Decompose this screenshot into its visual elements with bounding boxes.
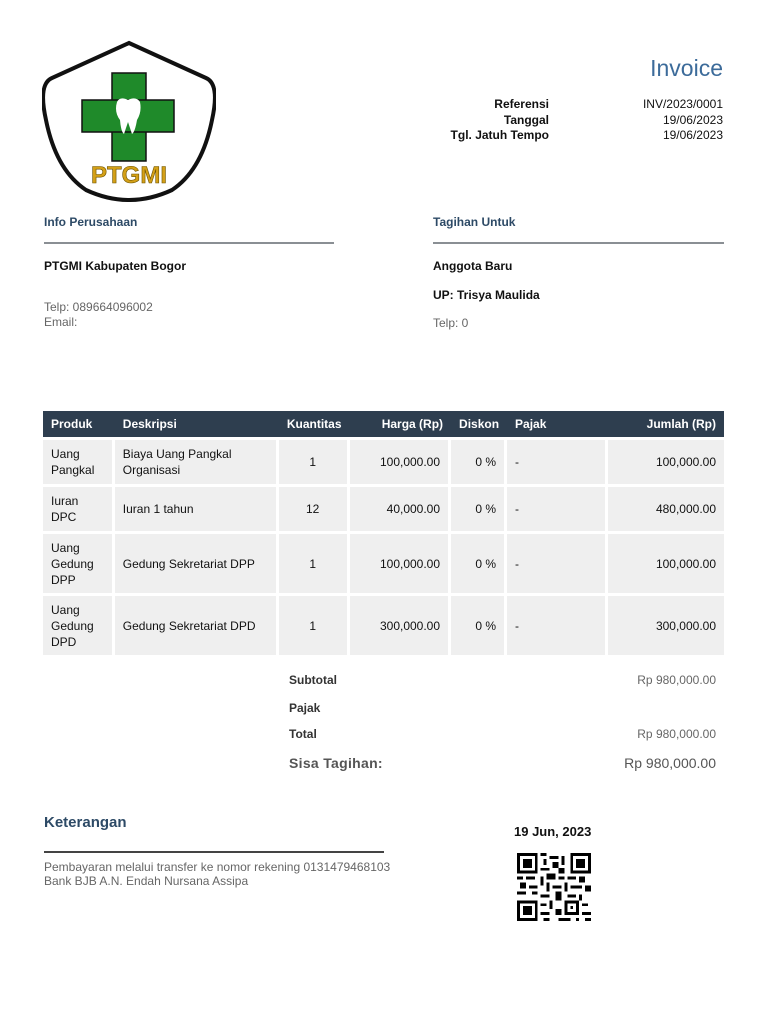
date-value: 19/06/2023: [662, 112, 723, 127]
cell-price: 100,000.00: [350, 534, 452, 593]
col-product: Produk: [43, 411, 115, 437]
cell-quantity: 1: [279, 440, 350, 484]
reference-value: INV/2023/0001: [642, 97, 723, 111]
cell-amount: 480,000.00: [608, 487, 724, 531]
cell-quantity: 12: [279, 487, 350, 531]
cell-product: Uang Gedung DPP: [43, 534, 115, 593]
cell-tax: -: [507, 534, 608, 593]
cell-product: Uang Gedung DPD: [43, 596, 115, 655]
balance-due-label: Sisa Tagihan:: [289, 755, 383, 771]
due-date-label: Tgl. Jatuh Tempo: [450, 128, 549, 142]
col-description: Deskripsi: [115, 411, 279, 437]
cell-discount: 0 %: [451, 534, 507, 593]
col-price: Harga (Rp): [350, 411, 452, 437]
tax-label: Pajak: [289, 701, 321, 715]
cell-product: Iuran DPC: [43, 487, 115, 531]
notes-divider: [44, 851, 384, 853]
signature-date: 19 Jun, 2023: [514, 824, 592, 839]
cell-description: Gedung Sekretariat DPP: [115, 534, 279, 593]
cell-description: Iuran 1 tahun: [115, 487, 279, 531]
company-info-heading: Info Perusahaan: [44, 215, 138, 229]
qr-code-icon: [517, 853, 591, 921]
cell-tax: -: [507, 487, 608, 531]
balance-due-value: Rp 980,000.00: [624, 755, 716, 771]
cell-discount: 0 %: [451, 596, 507, 655]
subtotal-label: Subtotal: [289, 673, 337, 687]
ptgmi-logo: [42, 40, 216, 202]
cell-tax: -: [507, 440, 608, 484]
cell-description: Gedung Sekretariat DPD: [115, 596, 279, 655]
company-name: PTGMI Kabupaten Bogor: [44, 259, 186, 273]
cell-discount: 0 %: [451, 440, 507, 484]
cell-price: 40,000.00: [350, 487, 452, 531]
table-row: [43, 534, 724, 593]
total-label: Total: [289, 727, 317, 741]
bill-to-name: Anggota Baru: [433, 259, 513, 273]
company-divider: [44, 242, 334, 244]
table-row: [43, 487, 724, 531]
cell-tax: -: [507, 596, 608, 655]
cell-quantity: 1: [279, 596, 350, 655]
company-phone: Telp: 089664096002: [44, 300, 153, 314]
cell-product: Uang Pangkal: [43, 440, 115, 484]
subtotal-value: Rp 980,000.00: [637, 673, 716, 687]
col-tax: Pajak: [507, 411, 608, 437]
cell-discount: 0 %: [451, 487, 507, 531]
table-header-row: [43, 411, 724, 437]
table-row: [43, 440, 724, 484]
due-date-value: 19/06/2023: [662, 128, 723, 142]
logo-text: PTGMI: [91, 162, 167, 189]
notes-line: Pembayaran melalui transfer ke nomor rekening 0131479468103: [44, 860, 391, 874]
col-discount: Diskon: [451, 411, 507, 437]
bill-to-divider: [433, 242, 724, 244]
bill-to-attention: UP: Trisya Maulida: [433, 288, 540, 302]
notes-line: Bank BJB A.N. Endah Nursana Assipa: [44, 874, 249, 888]
company-email: Email:: [44, 315, 78, 329]
bill-to-heading: Tagihan Untuk: [433, 215, 516, 229]
items-table: [43, 408, 724, 658]
date-label: Tanggal: [503, 112, 549, 127]
cell-amount: 100,000.00: [608, 534, 724, 593]
col-quantity: Kuantitas: [279, 411, 350, 437]
notes-text: [44, 860, 390, 888]
invoice-meta-labels: [451, 97, 549, 144]
cell-price: 100,000.00: [350, 440, 452, 484]
total-value: Rp 980,000.00: [637, 727, 716, 741]
bill-to-phone: Telp: 0: [433, 316, 469, 330]
cell-amount: 300,000.00: [608, 596, 724, 655]
reference-label: Referensi: [494, 97, 549, 111]
notes-title: Keterangan: [44, 814, 127, 831]
cell-amount: 100,000.00: [608, 440, 724, 484]
invoice-meta-values: [643, 97, 723, 144]
cell-description: Biaya Uang Pangkal Organisasi: [115, 440, 279, 484]
table-row: [43, 596, 724, 655]
cell-price: 300,000.00: [350, 596, 452, 655]
invoice-title: Invoice: [650, 55, 723, 81]
cell-quantity: 1: [279, 534, 350, 593]
col-amount: Jumlah (Rp): [608, 411, 724, 437]
